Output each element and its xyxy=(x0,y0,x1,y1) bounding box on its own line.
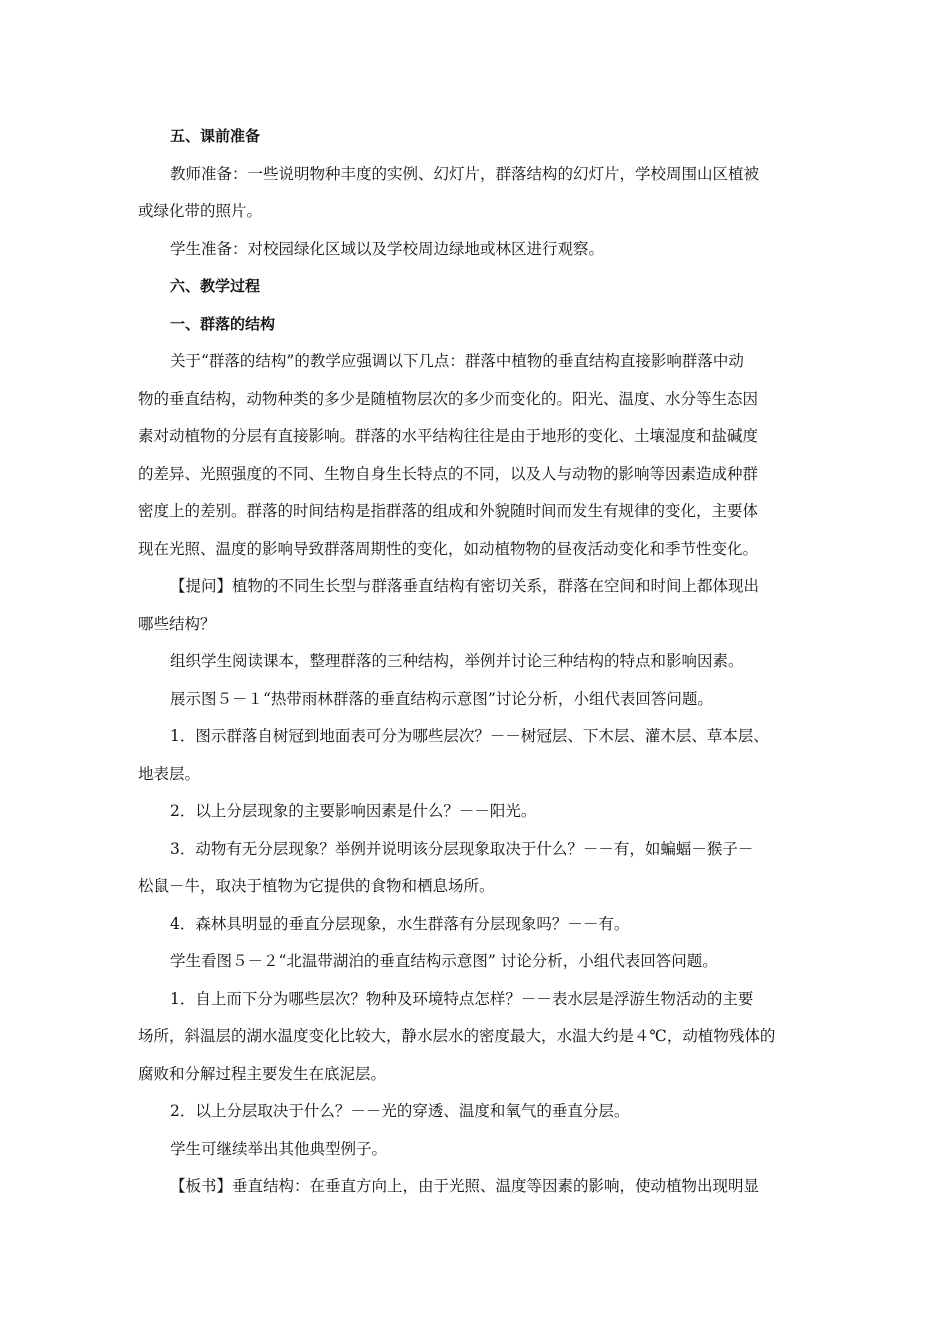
paragraph-line: 教师准备：一些说明物种丰度的实例、幻灯片，群落结构的幻灯片，学校周围山区植被 xyxy=(170,164,760,183)
paragraph-line: 的差异、光照强度的不同、生物自身生长特点的不同，以及人与动物的影响等因素造成种群 xyxy=(138,464,759,483)
paragraph-line: 素对动植物的分层有直接影响。群落的水平结构往往是由于地形的变化、土壤湿度和盐碱度 xyxy=(138,427,759,445)
question-line: 2．以上分层取决于什么？－－光的穿透、温度和氧气的垂直分层。 xyxy=(170,1102,630,1120)
section-heading-preparation: 五、课前准备 xyxy=(170,127,261,145)
question-line: 腐败和分解过程主要发生在底泥层。 xyxy=(138,1064,387,1083)
section-heading-teaching-process: 六、教学过程 xyxy=(170,277,261,295)
paragraph-line: 哪些结构？ xyxy=(138,614,216,633)
question-line: 2．以上分层现象的主要影响因素是什么？－－阳光。 xyxy=(170,802,537,820)
paragraph-line: 密度上的差别。群落的时间结构是指群落的组成和外貌随时间而发生有规律的变化，主要体 xyxy=(138,502,759,520)
paragraph-line: 组织学生阅读课本，整理群落的三种结构，举例并讨论三种结构的特点和影响因素。 xyxy=(170,652,744,670)
paragraph-line: 现在光照、温度的影响导致群落周期性的变化，如动植物物的昼夜活动变化和季节性变化。 xyxy=(138,539,759,558)
paragraph-line: 学生可继续举出其他典型例子。 xyxy=(170,1139,388,1158)
question-line: 3．动物有无分层现象？举例并说明该分层现象取决于什么？－－有，如蝙蝠－猴子－ xyxy=(170,839,754,858)
question-line: 4．森林具明显的垂直分层现象，水生群落有分层现象吗？－－有。 xyxy=(170,914,630,933)
paragraph-line: 学生看图５－２“北温带湖泊的垂直结构示意图” 讨论分析，小组代表回答问题。 xyxy=(170,952,718,970)
question-line: 松鼠－牛，取决于植物为它提供的食物和栖息场所。 xyxy=(138,877,495,895)
paragraph-line: 展示图５－１“热带雨林群落的垂直结构示意图”讨论分析，小组代表回答问题。 xyxy=(170,689,713,708)
paragraph-line: 物的垂直结构，动物种类的多少是随植物层次的多少而变化的。阳光、温度、水分等生态因 xyxy=(138,389,759,408)
paragraph-line: 学生准备：对校园绿化区域以及学校周边绿地或林区进行观察。 xyxy=(170,239,605,258)
paragraph-line: 关于“群落的结构”的教学应强调以下几点：群落中植物的垂直结构直接影响群落中动 xyxy=(170,352,744,370)
document-page xyxy=(138,118,828,1206)
question-line: 1．图示群落自树冠到地面表可分为哪些层次？－－树冠层、下木层、灌木层、草本层、 xyxy=(170,727,769,745)
section-heading-community-structure: 一、群落的结构 xyxy=(170,314,276,333)
question-line: 场所，斜温层的湖水温度变化比较大，静水层水的密度最大，水温大约是４℃，动植物残体的 xyxy=(138,1027,776,1045)
question-line: 1．自上而下分为哪些层次？物种及环境特点怎样？－－表水层是浮游生物活动的主要 xyxy=(170,989,754,1008)
question-line: 地表层。 xyxy=(138,764,201,783)
paragraph-line: 或绿化带的照片。 xyxy=(138,202,263,220)
paragraph-line: 【提问】植物的不同生长型与群落垂直结构有密切关系，群落在空间和时间上都体现出 xyxy=(170,577,760,595)
paragraph-line: 【板书】垂直结构：在垂直方向上，由于光照、温度等因素的影响，使动植物出现明显 xyxy=(170,1177,760,1195)
